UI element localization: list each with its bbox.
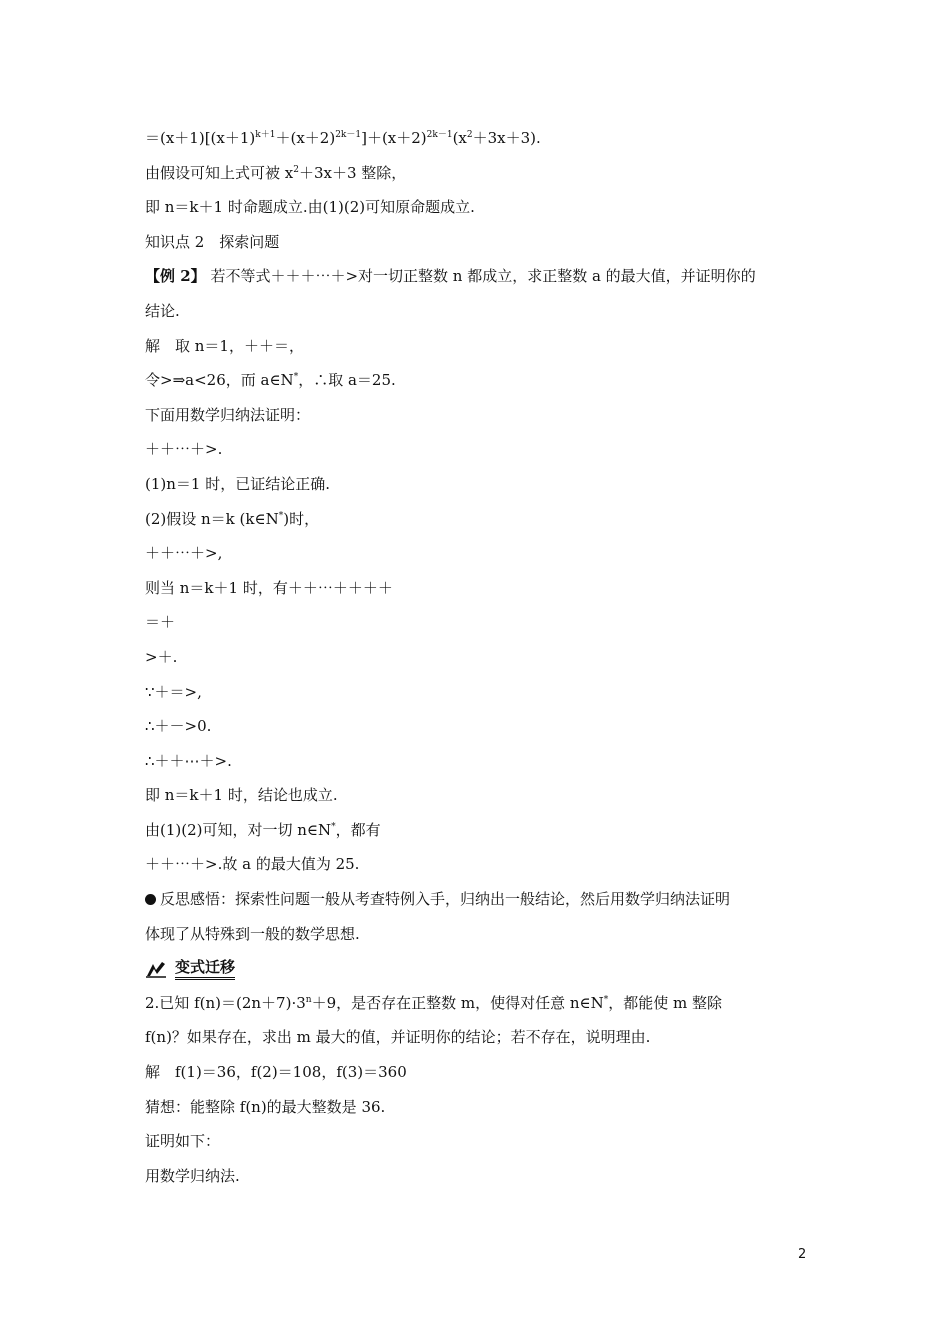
text-line: 结论.	[145, 301, 180, 320]
text-line: ＋＋⋯＋>,	[145, 544, 223, 563]
text-line: 令>⇒a<26，而 a∈N*，∴取 a＝25.	[145, 371, 396, 390]
text-line: >＋.	[145, 647, 178, 666]
page-number: 2	[798, 1247, 807, 1262]
banner-title: 变式迁移	[175, 958, 235, 980]
text-line: 即 n＝k＋1 时命题成立.由(1)(2)可知原命题成立.	[145, 198, 475, 217]
variant-transfer-banner	[145, 951, 810, 986]
text-line: ＝＋	[145, 613, 176, 632]
bullet-icon	[145, 894, 156, 905]
example-statement: 【例 2】 若不等式＋＋＋⋯＋>对一切正整数 n 都成立，求正整数 a 的最大值，并证明你的	[145, 267, 756, 286]
text-line: 由假设可知上式可被 $x^2+3x+3$ 整除，	[145, 163, 407, 182]
text-line: ＋＋⋯＋>.	[145, 440, 223, 459]
text-line: ∵＋＝>,	[145, 682, 202, 701]
text-line: 体现了从特殊到一般的数学思想.	[145, 924, 360, 943]
text-line: 则当 n＝k＋1 时，有＋＋⋯＋＋＋＋	[145, 578, 393, 597]
text-line: 由(1)(2)可知，对一切 n∈N*，都有	[145, 820, 381, 839]
equation-line: $=(x+1)[(x+1)^{k+1}+(x+2)^{2k-1}]+(x+2)^{2k-1}(x^2+3x+3)$.	[145, 129, 541, 147]
problem-statement: 2.已知 $f(n)=(2n+7)\cdot 3^n+9$，是否存在正整数 m，使得对任意 n∈N*，都能使 m 整除	[145, 993, 723, 1012]
text-line: ∴＋＋⋯＋>.	[145, 751, 232, 770]
text-line: 下面用数学归纳法证明：	[145, 405, 311, 424]
section-heading: 知识点 2 探索问题	[145, 232, 280, 251]
text-line: ＋＋⋯＋>.故 a 的最大值为 25.	[145, 855, 360, 874]
text-line: 用数学归纳法.	[145, 1166, 240, 1185]
pen-mark-icon	[145, 960, 167, 978]
text-line: 证明如下：	[145, 1132, 221, 1151]
solution-line: 解 f(1)＝36，f(2)＝108，f(3)＝360	[145, 1063, 407, 1082]
text-line: (1)n＝1 时，已证结论正确.	[145, 474, 330, 493]
text-line: (2)假设 n＝k (k∈N*)时，	[145, 509, 320, 528]
text-line: ∴＋－>0.	[145, 717, 212, 736]
page-body	[145, 121, 810, 1193]
reflection-line: 反思感悟：探索性问题一般从考查特例入手，归纳出一般结论，然后用数学归纳法证明	[145, 882, 810, 917]
text-line: 猜想：能整除 f(n)的最大整数是 36.	[145, 1097, 386, 1116]
text-line: 即 n＝k＋1 时，结论也成立.	[145, 786, 338, 805]
solution-line: 解 取 n＝1，＋＋＝，	[145, 336, 304, 355]
text-line: f(n)？如果存在，求出 m 最大的值，并证明你的结论；若不存在，说明理由.	[145, 1028, 651, 1047]
example-label: 【例 2】	[145, 267, 206, 286]
